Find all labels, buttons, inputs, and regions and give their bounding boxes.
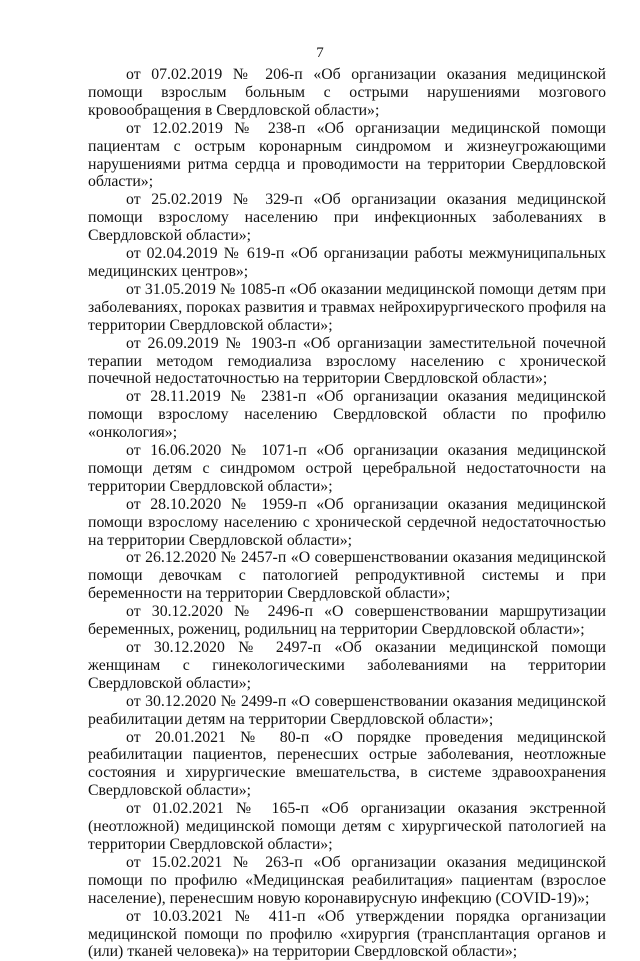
paragraph: от 30.12.2020 № 2497-п «Об оказании медицинской помощи женщинам с гинекологическими заболеваниями на территории Свердловской области»; <box>88 639 606 692</box>
paragraph: от 26.09.2019 № 1903-п «Об организации заместительной почечной терапии методом гемодиализа взрослому населению с хронической почечной недостаточностью на территории Свердловской области»; <box>88 334 606 388</box>
paragraph: от 16.06.2020 № 1071-п «Об организации оказания медицинской помощи детям с синдромом острой церебральной недостаточности на территории Свердловской области»; <box>88 442 606 495</box>
paragraph: от 12.02.2019 № 238-п «Об организации медицинской помощи пациентам с острым коронарным синдромом и жизнеугрожающими нарушениями ритма сердца и проводимости на территории Свердловской области»; <box>88 119 606 191</box>
paragraph: от 31.05.2019 № 1085-п «Об оказании медицинской помощи детям при заболеваниях, пороках развития и травмах нейрохирургического профиля на территории Свердловской области»; <box>88 280 606 334</box>
paragraph: от 10.03.2021 № 411-п «Об утверждении порядка организации медицинской помощи по профилю «хирургия (трансплантация органов и (или) тканей человека)» на территории Свердловской области»; <box>88 907 606 961</box>
paragraph: от 30.12.2020 № 2499-п «О совершенствовании оказания медицинской реабилитации детям на территории Свердловской области»; <box>88 692 606 728</box>
paragraph: от 28.11.2019 № 2381-п «Об организации оказания медицинской помощи взрослому населению Свердловской области по профилю «онкология»; <box>88 388 606 442</box>
document-body <box>88 66 606 961</box>
paragraph: от 02.04.2019 № 619-п «Об организации работы межмуниципальных медицинских центров»; <box>88 245 606 280</box>
paragraph: от 30.12.2020 № 2496-п «О совершенствовании маршрутизации беременных, рожениц, родильниц на территории Свердловской области»; <box>88 603 606 639</box>
page-number: 7 <box>316 45 324 61</box>
paragraph: от 28.10.2020 № 1959-п «Об организации оказания медицинской помощи взрослому населению с хронической сердечной недостаточностью на территории Свердловской области»; <box>88 495 606 549</box>
paragraph: от 01.02.2021 № 165-п «Об организации оказания экстренной (неотложной) медицинской помощи детям с хирургической патологией на территории Свердловской области»; <box>88 800 606 853</box>
paragraph: от 26.12.2020 № 2457-п «О совершенствовании оказания медицинской помощи девочкам с патологией репродуктивной системы и при беременности на территории Свердловской области»; <box>88 549 606 603</box>
paragraph: от 20.01.2021 № 80-п «О порядке проведения медицинской реабилитации пациентов, перенесших острые заболевания, неотложные состояния и хирургические вмешательства, в системе здравоохранения Свердловской области»; <box>88 728 606 800</box>
paragraph: от 07.02.2019 № 206-п «Об организации оказания медицинской помощи взрослым больным с острыми нарушениями мозгового кровообращения в Свердловской области»; <box>88 66 606 119</box>
paragraph: от 15.02.2021 № 263-п «Об организации оказания медицинской помощи по профилю «Медицинская реабилитация» пациентам (взрослое население), перенесшим новую коронавирусную инфекцию (COVID-19)»; <box>88 853 606 907</box>
paragraph: от 25.02.2019 № 329-п «Об организации оказания медицинской помощи взрослому населению при инфекционных заболеваниях в Свердловской области»; <box>88 191 606 245</box>
